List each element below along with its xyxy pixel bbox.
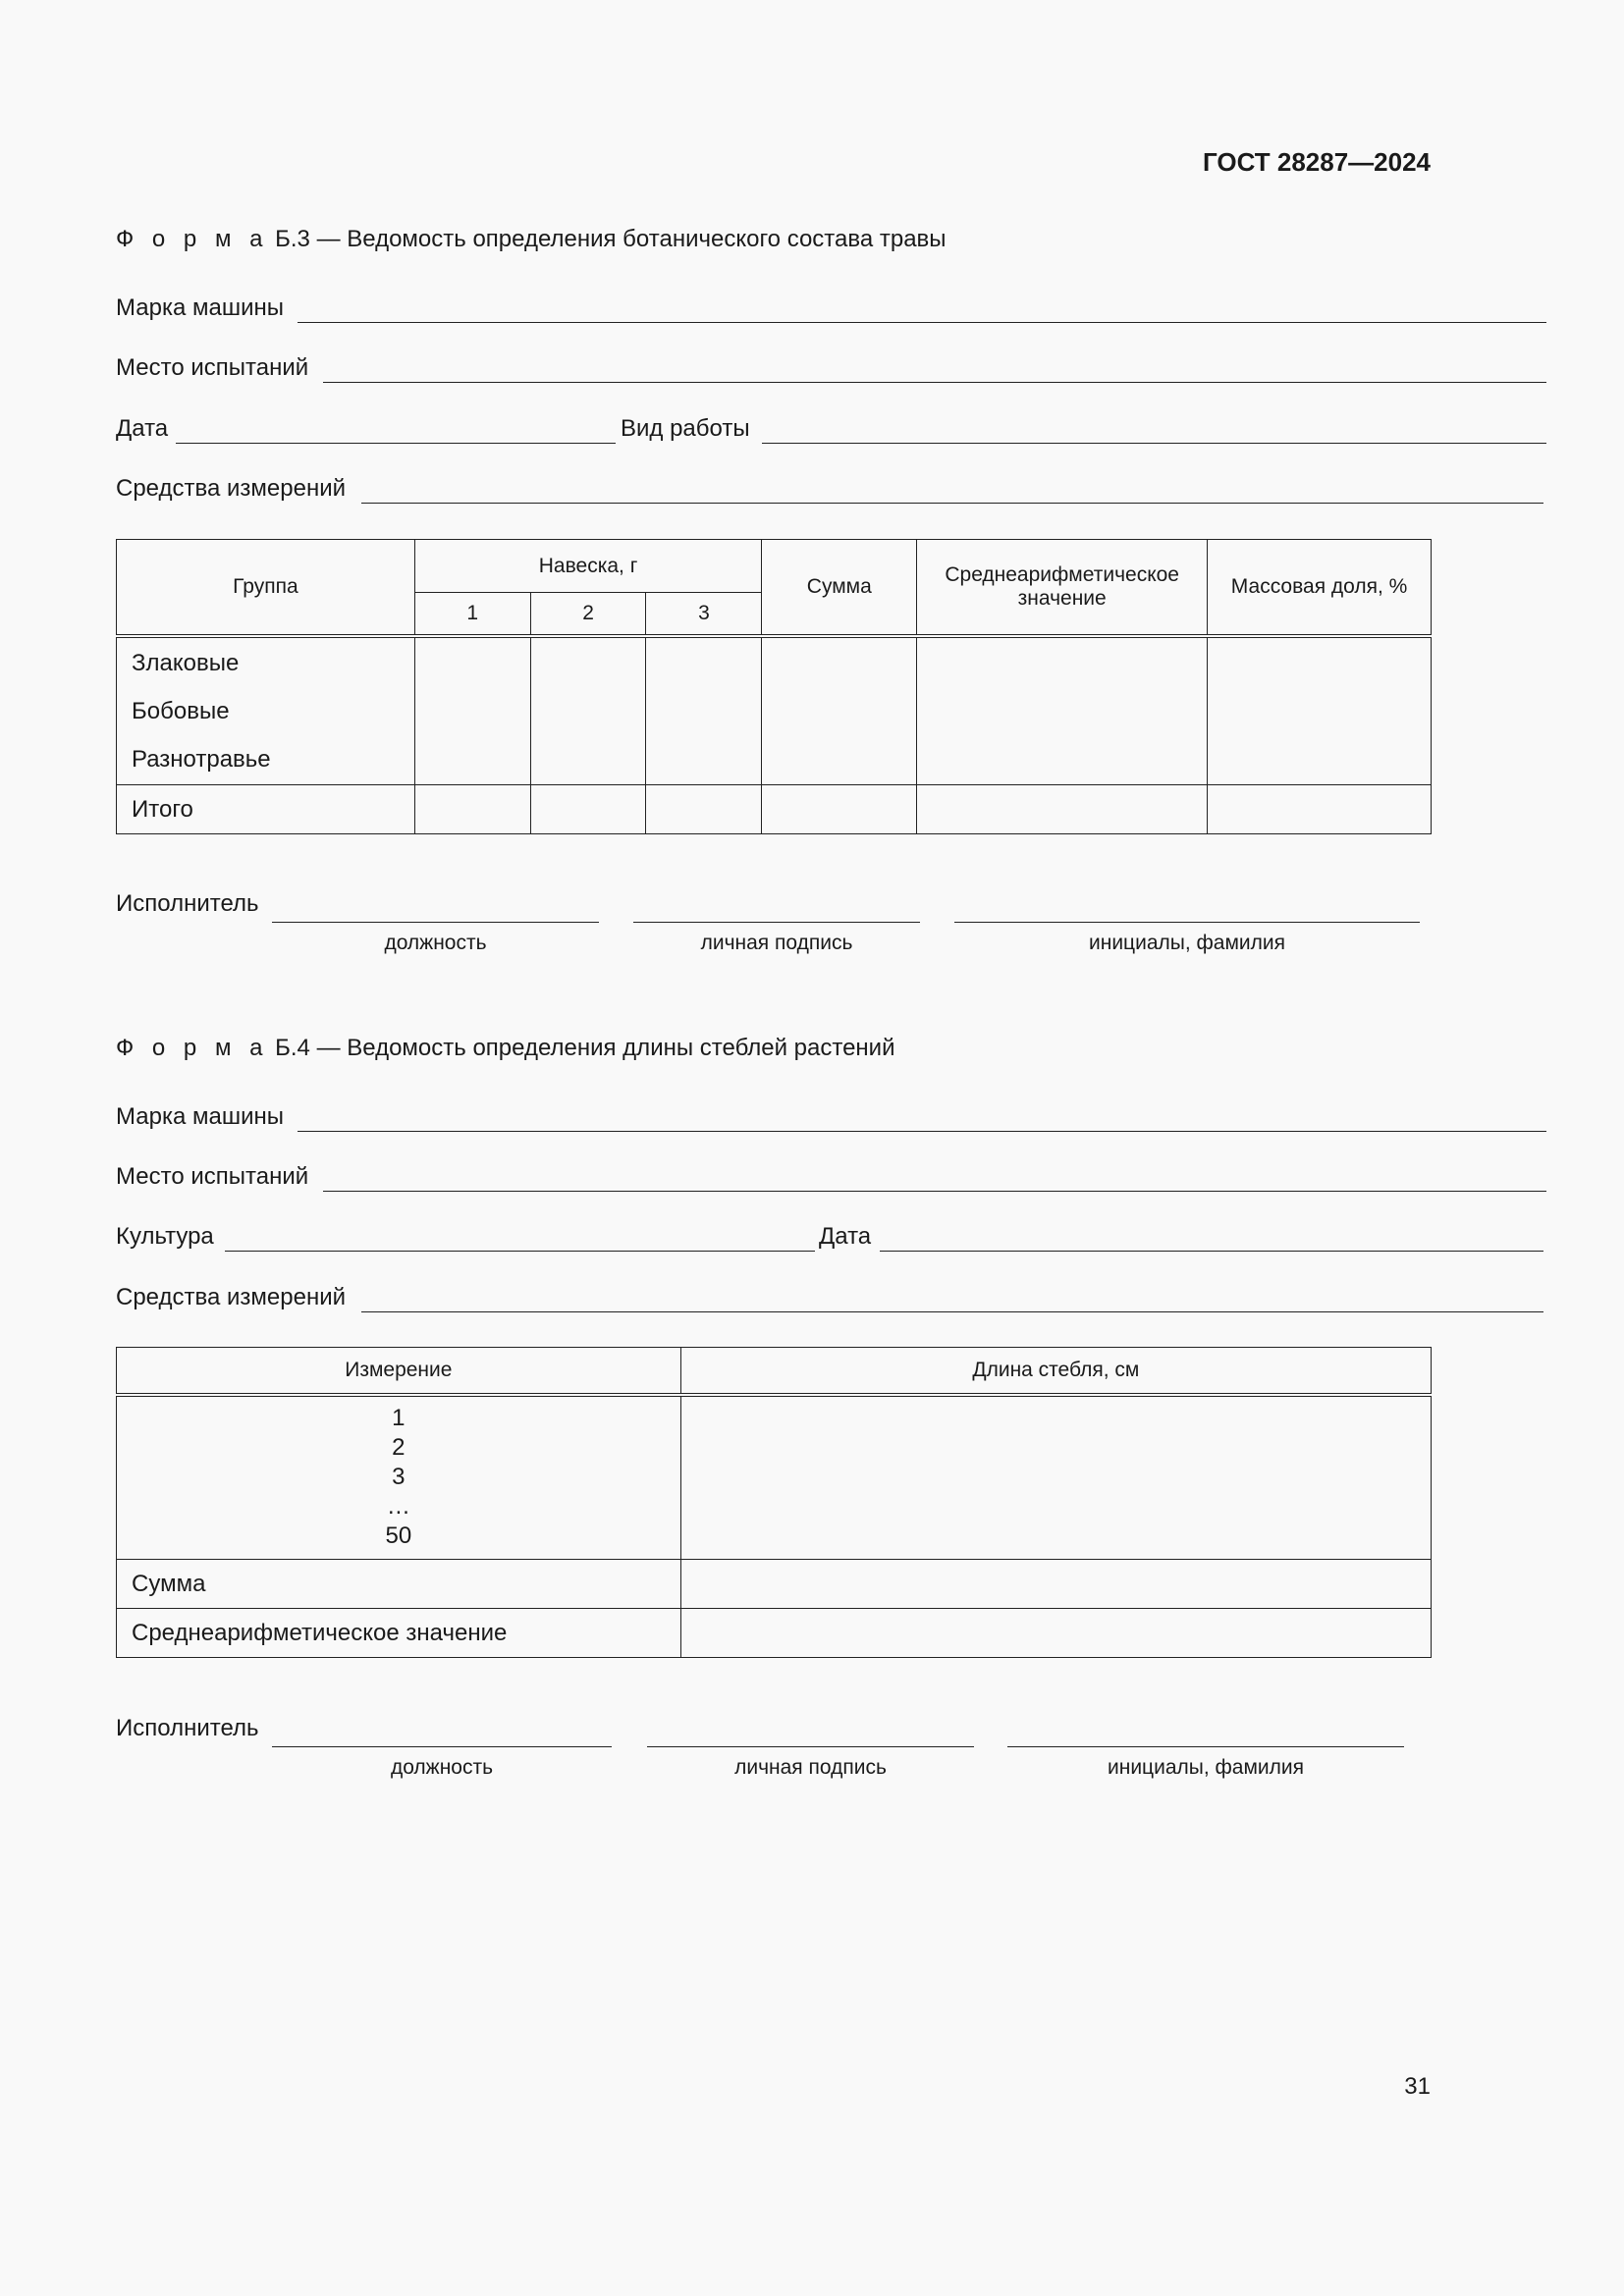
signature-line[interactable] [633,922,920,923]
field-label-date: Дата [819,1223,872,1250]
measurement-ellipsis: … [386,1493,410,1521]
form-b3-title-number: Б.3 [275,226,310,252]
standard-designation: ГОСТ 28287—2024 [1203,147,1431,177]
form-b3-table [116,539,1432,834]
form-b3-field-date-work[interactable] [116,415,1432,449]
form-b4-field-machine-brand[interactable] [116,1103,1432,1137]
table-cell[interactable] [414,785,530,834]
date-line[interactable] [176,443,616,444]
measurement-50: 50 [385,1522,412,1550]
group-row-cereals: Злаковые [132,649,240,676]
group-row-legumes: Бобовые [132,697,230,724]
table-cell[interactable] [530,636,646,785]
col-header-group: Группа [117,540,415,636]
table-cell[interactable] [530,785,646,834]
date-line[interactable] [880,1251,1543,1252]
table-cell[interactable] [1208,785,1432,834]
form-b4-title [116,1035,895,1062]
table-cell[interactable] [680,1560,1431,1609]
page-number: 31 [1404,2073,1431,2100]
form-b4-field-crop-date[interactable] [116,1223,1432,1256]
table-cell[interactable] [680,1609,1431,1658]
field-label-crop: Культура [116,1223,214,1250]
field-line[interactable] [361,1311,1543,1312]
table-cell[interactable] [917,636,1208,785]
table-cell[interactable] [762,636,917,785]
field-label: Марка машины [116,1103,285,1130]
name-line[interactable] [954,922,1420,923]
field-label: Место испытаний [116,1163,309,1190]
field-line[interactable] [361,503,1543,504]
sum-row-label: Сумма [117,1560,681,1609]
caption-name: инициалы, фамилия [1089,932,1285,954]
field-label-date: Дата [116,415,169,442]
form-b4-title-text: — Ведомость определения длины стеблей растений [316,1035,895,1061]
form-b4-table [116,1347,1432,1658]
field-line[interactable] [298,322,1546,323]
form-b3-field-instruments[interactable] [116,475,1432,508]
table-cell[interactable] [414,636,530,785]
caption-name: инициалы, фамилия [1108,1756,1304,1779]
total-row-label: Итого [117,785,415,834]
caption-signature: личная подпись [700,932,853,954]
field-label: Марка машины [116,294,285,321]
position-line[interactable] [272,1746,612,1747]
table-cell[interactable] [1208,636,1432,785]
table-cell[interactable] [646,636,762,785]
col-header-sum: Сумма [762,540,917,636]
caption-position: должность [390,1756,494,1779]
form-b4-field-test-site[interactable] [116,1163,1432,1197]
position-line[interactable] [272,922,599,923]
sample-subcol-2: 2 [530,593,646,636]
measurement-3: 3 [392,1464,406,1491]
measurement-1: 1 [392,1405,406,1432]
group-list-cell [117,636,415,785]
col-header-mass-share: Массовая доля, % [1208,540,1432,636]
signature-line[interactable] [647,1746,974,1747]
form-b3-title [116,226,947,253]
field-label: Средства измерений [116,1284,347,1310]
table-cell[interactable] [917,785,1208,834]
measurement-2: 2 [392,1434,406,1462]
col-header-length: Длина стебля, см [680,1348,1431,1395]
field-line[interactable] [298,1131,1546,1132]
work-type-line[interactable] [762,443,1546,444]
form-b4-field-instruments[interactable] [116,1284,1432,1317]
form-b3-field-test-site[interactable] [116,354,1432,388]
crop-line[interactable] [225,1251,815,1252]
field-label: Место испытаний [116,354,309,381]
form-b4-signature [116,1715,1432,1779]
caption-signature: личная подпись [734,1756,887,1779]
col-header-measurement: Измерение [117,1348,681,1395]
field-line[interactable] [323,1191,1546,1192]
table-cell[interactable] [646,785,762,834]
sample-subcol-1: 1 [414,593,530,636]
form-b3-title-text: — Ведомость определения ботанического состава травы [316,226,947,252]
group-row-forbs: Разнотравье [132,745,271,773]
form-b4-title-number: Б.4 [275,1035,310,1061]
measurements-cell [117,1395,681,1560]
table-cell[interactable] [762,785,917,834]
form-b3-title-prefix: Ф о р м а [116,226,269,252]
form-b4-title-prefix: Ф о р м а [116,1035,269,1061]
field-line[interactable] [323,382,1546,383]
mean-row-label: Среднеарифметическое значение [117,1609,681,1658]
caption-position: должность [384,932,487,954]
form-b3-signature [116,890,1432,954]
name-line[interactable] [1007,1746,1404,1747]
form-b3-field-machine-brand[interactable] [116,294,1432,328]
signature-label: Исполнитель [116,890,259,917]
col-header-mean: Среднеарифметическое значение [917,540,1208,636]
col-header-sample: Навеска, г [414,540,762,593]
signature-label: Исполнитель [116,1715,259,1741]
sample-subcol-3: 3 [646,593,762,636]
field-label-work-type: Вид работы [621,415,750,442]
field-label: Средства измерений [116,475,347,502]
table-cell[interactable] [680,1395,1431,1560]
